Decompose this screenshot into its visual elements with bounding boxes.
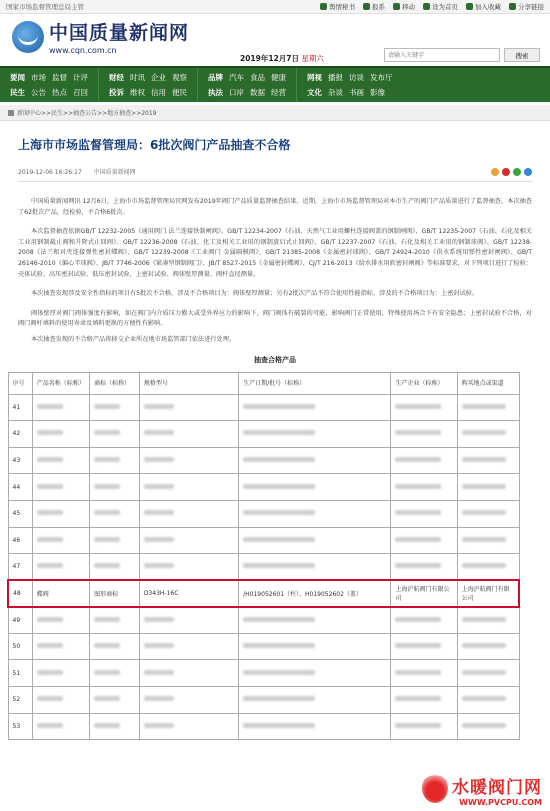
redacted-text [37, 430, 63, 435]
table-cell-no: 46 [8, 527, 32, 554]
redacted-text [144, 723, 174, 728]
redacted-text [144, 670, 174, 675]
table-cell-brand [90, 687, 140, 714]
redacted-text [462, 563, 506, 568]
redacted-text [243, 404, 315, 409]
table-cell-no: 50 [8, 633, 32, 660]
table-cell-maker [391, 554, 457, 581]
nav-item[interactable]: 便民 [172, 88, 187, 97]
table-cell-batch [239, 713, 391, 740]
nav-item[interactable]: 播报 [328, 73, 343, 82]
redacted-text [144, 563, 174, 568]
redacted-text [144, 484, 174, 489]
table-cell-name [32, 421, 89, 448]
redacted-text [94, 404, 120, 409]
share-icons [491, 168, 532, 176]
table-cell-name [32, 713, 89, 740]
table-cell-name: 蝶阀 [32, 580, 89, 607]
table-cell-maker [391, 713, 457, 740]
nav-item[interactable]: 品牌 [208, 73, 223, 82]
top-link-label: 报系 [372, 3, 385, 11]
table-cell-brand [90, 527, 140, 554]
table-cell-batch [239, 474, 391, 501]
redacted-text [94, 617, 120, 622]
redacted-text [37, 643, 63, 648]
nav-row [208, 72, 286, 83]
table-header-cell: 规格型号 [139, 372, 238, 394]
nav-item[interactable]: 健康 [271, 73, 286, 82]
table-cell-model [139, 687, 238, 714]
table-header-cell: 产品名称（标称） [32, 372, 89, 394]
table-cell-maker [391, 527, 457, 554]
nav-row [10, 72, 88, 83]
table-cell-name [32, 394, 89, 421]
table-cell-place [457, 687, 519, 714]
nav-item[interactable]: 要闻 [10, 73, 25, 82]
redacted-text [395, 537, 441, 542]
table-cell-name [32, 500, 89, 527]
table-cell-maker: 上海沪航阀门有限公司 [391, 580, 457, 607]
top-link-label: 设为首页 [432, 3, 458, 11]
nav-item[interactable]: 财经 [109, 73, 124, 82]
redacted-text [243, 723, 315, 728]
top-link-icon [423, 3, 430, 10]
redacted-text [94, 643, 120, 648]
nav-column [198, 68, 297, 102]
redacted-text [37, 563, 63, 568]
table-header-cell: 生产日期/批号（标称） [239, 372, 391, 394]
table-cell-no: 49 [8, 607, 32, 634]
redacted-text [395, 643, 441, 648]
article [0, 136, 550, 365]
top-links [320, 2, 544, 11]
table-cell-place [457, 607, 519, 634]
table-row [8, 687, 519, 714]
article-timestamp: 2019-12-06 16:26:17 [18, 169, 82, 176]
table-cell-no: 48 [8, 580, 32, 607]
article-source: 中国质量新闻网 [93, 169, 136, 176]
table-cell-batch [239, 660, 391, 687]
table-cell-brand [90, 554, 140, 581]
nav-item[interactable]: 执法 [208, 88, 223, 97]
nav-item[interactable]: 热点 [52, 88, 67, 97]
redacted-text [243, 696, 315, 701]
table-cell-brand [90, 447, 140, 474]
watermark-logo-icon [422, 773, 448, 803]
redacted-text [94, 510, 120, 515]
table-cell-maker [391, 500, 457, 527]
redacted-text [94, 696, 120, 701]
nav-item[interactable]: 市场 [31, 73, 46, 82]
table-row [8, 580, 519, 607]
nav-item[interactable]: 维权 [130, 88, 145, 97]
home-icon[interactable] [8, 110, 14, 116]
nav-item[interactable]: 投诉 [109, 88, 124, 97]
nav-item[interactable]: 信用 [151, 88, 166, 97]
table-cell-place: 上海沪航阀门有限公司 [457, 580, 519, 607]
table-cell-model [139, 421, 238, 448]
table-cell-batch [239, 607, 391, 634]
nav-item[interactable]: 观察 [172, 73, 187, 82]
table-header-cell: 商标（标称） [90, 372, 140, 394]
table-cell-no: 52 [8, 687, 32, 714]
redacted-text [395, 563, 441, 568]
table-cell-model: D343H-16C [139, 580, 238, 607]
table-cell-maker [391, 474, 457, 501]
table-row [8, 474, 519, 501]
table-cell-place [457, 633, 519, 660]
paragraph-handling: 本次抽查发现的不合格产品将移交企业所在地市场监管部门依法进行处理。 [31, 335, 236, 343]
watermark-title: 水暖阀门网 [452, 778, 542, 798]
redacted-text [243, 457, 315, 462]
redacted-text [243, 484, 315, 489]
share-weibo-icon[interactable] [502, 168, 510, 176]
breadcrumb-text[interactable]: 新闻中心>>民生>>抽查公告>>地方抽查>>2019 [17, 110, 157, 117]
table-cell-model [139, 607, 238, 634]
table-row [8, 554, 519, 581]
article-meta [18, 167, 532, 182]
nav-item[interactable]: 食品 [250, 73, 265, 82]
top-link-label: 舆情秘书 [329, 3, 355, 11]
table-cell-name [32, 607, 89, 634]
top-link-icon [509, 3, 516, 10]
table-cell-no: 43 [8, 447, 32, 474]
table-cell-batch [239, 687, 391, 714]
top-link[interactable] [363, 2, 385, 11]
redacted-text [462, 510, 506, 515]
table-cell-no: 41 [8, 394, 32, 421]
site-logo[interactable] [12, 18, 189, 55]
table-cell-place [457, 447, 519, 474]
main-nav [0, 66, 550, 102]
table-cell-place [457, 500, 519, 527]
nav-item[interactable]: 网视 [307, 73, 322, 82]
table-cell-brand [90, 607, 140, 634]
share-more-icon[interactable] [524, 168, 532, 176]
nav-row [307, 72, 393, 83]
redacted-text [144, 617, 174, 622]
table-cell-name [32, 633, 89, 660]
nav-item[interactable]: 书画 [349, 88, 364, 97]
share-wechat-icon[interactable] [513, 168, 521, 176]
table-cell-maker [391, 660, 457, 687]
nav-row [208, 87, 286, 98]
redacted-text [243, 563, 315, 568]
search-button[interactable]: 搜索 [504, 48, 540, 62]
table-row [8, 607, 519, 634]
redacted-text [94, 723, 120, 728]
current-date: 2019年12月7日 [240, 54, 300, 63]
redacted-text [395, 404, 441, 409]
table-cell-name [32, 660, 89, 687]
redacted-text [144, 643, 174, 648]
redacted-text [94, 670, 120, 675]
table-cell-brand [90, 394, 140, 421]
supervisor-text: 国家市场监督管理总局主管 [6, 3, 84, 11]
top-link[interactable] [509, 2, 544, 11]
table-row [8, 421, 519, 448]
top-link[interactable] [320, 2, 355, 11]
redacted-text [395, 696, 441, 701]
top-link-label: 加入收藏 [475, 3, 501, 11]
article-title: 上海市市场监督管理局：6批次阀门产品抽查不合格 [18, 138, 291, 152]
top-link-icon [393, 3, 400, 10]
table-cell-brand [90, 500, 140, 527]
date-line [240, 53, 324, 64]
table-cell-brand: 图形商标 [90, 580, 140, 607]
nav-item[interactable]: 公告 [31, 88, 46, 97]
table-cell-brand [90, 421, 140, 448]
table-cell-model [139, 527, 238, 554]
paragraph-impact: 阀体壁厚对阀门阀体强度有影响，如在阀门内介质压力膨大或受外界应力的影响下，阀门阀体有破裂的可能，影响阀门正常使用，特殊使用场合下有安全隐患；上密封试验不合格，对阀门阀杆填料的使用寿命及填料更换的方便性有影响。 [18, 309, 532, 328]
redacted-text [462, 404, 506, 409]
redacted-text [37, 484, 63, 489]
redacted-text [462, 696, 506, 701]
table-cell-no: 53 [8, 713, 32, 740]
table-cell-place [457, 713, 519, 740]
table-cell-place [457, 394, 519, 421]
table-header-cell: 生产企业（标称） [391, 372, 457, 394]
table-cell-model [139, 500, 238, 527]
redacted-text [243, 670, 315, 675]
redacted-text [243, 510, 315, 515]
redacted-text [144, 404, 174, 409]
redacted-text [37, 537, 63, 542]
search-input[interactable] [384, 48, 500, 62]
redacted-text [395, 457, 441, 462]
table-cell-name [32, 527, 89, 554]
redacted-text [94, 430, 120, 435]
redacted-text [37, 404, 63, 409]
watermark-url: WWW.PVCPU.COM [459, 798, 542, 807]
redacted-text [243, 643, 315, 648]
nav-item[interactable]: 口岸 [229, 88, 244, 97]
nav-item[interactable]: 时讯 [130, 73, 145, 82]
redacted-text [395, 484, 441, 489]
nav-column [99, 68, 198, 102]
top-link-label: 分享链接 [518, 3, 544, 11]
table-cell-name [32, 474, 89, 501]
table-row [8, 527, 519, 554]
redacted-text [462, 617, 506, 622]
nav-column [297, 68, 403, 102]
redacted-text [94, 457, 120, 462]
table-cell-maker [391, 633, 457, 660]
table-cell-batch [239, 447, 391, 474]
nav-row [10, 87, 88, 98]
paragraph-standards: 本次监督抽查依据GB/T 12232-2005《通用阀门 法兰连接铁制闸阀》、GB/T 12234-2007《石油、天然气工业用螺柱连接阀盖的钢制闸阀》、GB/T 12235-2007《石油、石化及相关工业用钢制截止阀和升降式止回阀》、GB/T 12236-2008《石油、化工及相关工业用的钢制旋启式止回阀》、GB/T 12237-2007《石油、石化及相关工业用的钢制球阀》、GB/T 12238-2008《法兰和对夹连接弹性密封蝶阀》、GB/T 12239-2008《工业阀门 金属隔膜阀》、GB/T 21385-2008《金属密封球阀》、GB/T 24924-2010《供水系统用弹性密封闸阀》、GB/T 26146-2010《偏心半球阀》、JB/T 7746-2006《紧凑型钢制阀门》、JB/T 8527-2015《金属密封蝶阀》、CJ/T 216-2013《给水排水用软密封闸阀》等标准要求，对下列项目进行了检验：壳体试验、高压密封试验、低压密封试验、上密封试验、阀体壁厚测量、阀杆直径测量。 [18, 228, 532, 278]
table-row [8, 394, 519, 421]
top-link-label: 移动 [402, 3, 415, 11]
table-row [8, 660, 519, 687]
redacted-text [37, 457, 63, 462]
nav-item[interactable]: 数据 [250, 88, 265, 97]
redacted-text [37, 670, 63, 675]
table-cell-place [457, 421, 519, 448]
table-row [8, 500, 519, 527]
table-cell-model [139, 447, 238, 474]
redacted-text [462, 670, 506, 675]
table-cell-batch [239, 527, 391, 554]
table-row [8, 447, 519, 474]
redacted-text [243, 617, 315, 622]
site-header [0, 14, 550, 66]
table-cell-maker [391, 607, 457, 634]
table-cell-place [457, 527, 519, 554]
nav-item[interactable]: 召回 [73, 88, 88, 97]
share-qzone-icon[interactable] [491, 168, 499, 176]
table-row [8, 713, 519, 740]
breadcrumb [0, 105, 550, 121]
table-cell-name [32, 554, 89, 581]
redacted-text [395, 617, 441, 622]
top-link[interactable] [466, 2, 501, 11]
redacted-text [462, 457, 506, 462]
table-cell-model [139, 474, 238, 501]
redacted-text [462, 723, 506, 728]
table-cell-brand [90, 660, 140, 687]
table-cell-name [32, 447, 89, 474]
nav-column [0, 68, 99, 102]
redacted-text [144, 510, 174, 515]
top-link-icon [363, 3, 370, 10]
current-weekday: 星期六 [301, 54, 324, 63]
nav-item[interactable]: 企业 [151, 73, 166, 82]
redacted-text [37, 617, 63, 622]
table-cell-place [457, 554, 519, 581]
redacted-text [395, 430, 441, 435]
table-row [8, 633, 519, 660]
table-cell-brand [90, 474, 140, 501]
table-cell-no: 51 [8, 660, 32, 687]
site-name: 中国质量新闻网 [49, 22, 190, 44]
table-cell-no: 44 [8, 474, 32, 501]
nav-item[interactable]: 汽车 [229, 73, 244, 82]
top-bar [0, 0, 550, 14]
table-cell-no: 45 [8, 500, 32, 527]
redacted-text [37, 510, 63, 515]
table-cell-batch [239, 421, 391, 448]
table-cell-place [457, 474, 519, 501]
table-cell-model [139, 633, 238, 660]
redacted-text [144, 696, 174, 701]
table-cell-brand [90, 633, 140, 660]
table-header-cell: 购买地点或渠道 [457, 372, 519, 394]
redacted-text [94, 537, 120, 542]
redacted-text [243, 537, 315, 542]
nav-item[interactable]: 文化 [307, 88, 322, 97]
redacted-text [243, 430, 315, 435]
nav-item[interactable]: 民生 [10, 88, 25, 97]
top-link[interactable] [393, 2, 415, 11]
table-cell-batch [239, 554, 391, 581]
redacted-text [395, 510, 441, 515]
table-cell-batch [239, 500, 391, 527]
table-cell-batch [239, 633, 391, 660]
paragraph-intro: 中国质量新闻网讯 12月6日，上海市市场监督管理局官网发布2019年阀门产品质量监督抽查结果。近期，上海市市场监督管理局对本市生产的阀门产品质量进行了监督抽查。本次抽查了62批次产品，经检验，不合格6批次。 [18, 198, 532, 216]
table-cell-batch [239, 394, 391, 421]
redacted-text [462, 537, 506, 542]
table-cell-maker [391, 394, 457, 421]
logo-icon [12, 21, 44, 53]
top-link-icon [320, 3, 327, 10]
redacted-text [144, 537, 174, 542]
redacted-text [37, 723, 63, 728]
table-header-row [8, 372, 519, 394]
nav-item[interactable]: 杂谈 [328, 88, 343, 97]
table-cell-model [139, 713, 238, 740]
table-cell-model [139, 394, 238, 421]
paragraph-results: 本次抽查发现涉及安全性指标的项目有5批次不合格，涉及不合格项目为：阀体壁厚测量；另有2批次产品不符合使用性能指标，涉及的不合格项目为：上密封试验。 [31, 290, 479, 298]
site-url: www.cqn.com.cn [49, 46, 117, 55]
nav-item[interactable]: 影像 [370, 88, 385, 97]
table-cell-maker [391, 447, 457, 474]
redacted-text [462, 430, 506, 435]
table-cell-no: 47 [8, 554, 32, 581]
nav-item[interactable]: 经营 [271, 88, 286, 97]
table-cell-no: 42 [8, 421, 32, 448]
redacted-text [462, 643, 506, 648]
redacted-text [94, 484, 120, 489]
table-cell-batch: /H019052601（柱）、H019052602（盖） [239, 580, 391, 607]
redacted-text [37, 696, 63, 701]
redacted-text [395, 670, 441, 675]
table-cell-brand [90, 713, 140, 740]
table-cell-model [139, 660, 238, 687]
nav-item[interactable]: 访谈 [349, 73, 364, 82]
nav-row [109, 72, 187, 83]
redacted-text [395, 723, 441, 728]
top-link[interactable] [423, 2, 458, 11]
top-link-icon [466, 3, 473, 10]
watermark [452, 773, 542, 807]
search-box [384, 48, 540, 62]
redacted-text [144, 430, 174, 435]
table-cell-model [139, 554, 238, 581]
nav-row [109, 87, 187, 98]
redacted-text [94, 563, 120, 568]
results-table [7, 372, 520, 741]
table-cell-name [32, 687, 89, 714]
nav-item[interactable]: 发布厅 [370, 73, 393, 82]
nav-row [307, 87, 393, 98]
nav-item[interactable]: 计评 [73, 73, 88, 82]
table-header-cell: 序号 [8, 372, 32, 394]
table-cell-maker [391, 421, 457, 448]
redacted-text [462, 484, 506, 489]
table-cell-maker [391, 687, 457, 714]
redacted-text [144, 457, 174, 462]
table-cell-place [457, 660, 519, 687]
table-caption: 抽查合格产品 [254, 355, 296, 364]
nav-item[interactable]: 监督 [52, 73, 67, 82]
